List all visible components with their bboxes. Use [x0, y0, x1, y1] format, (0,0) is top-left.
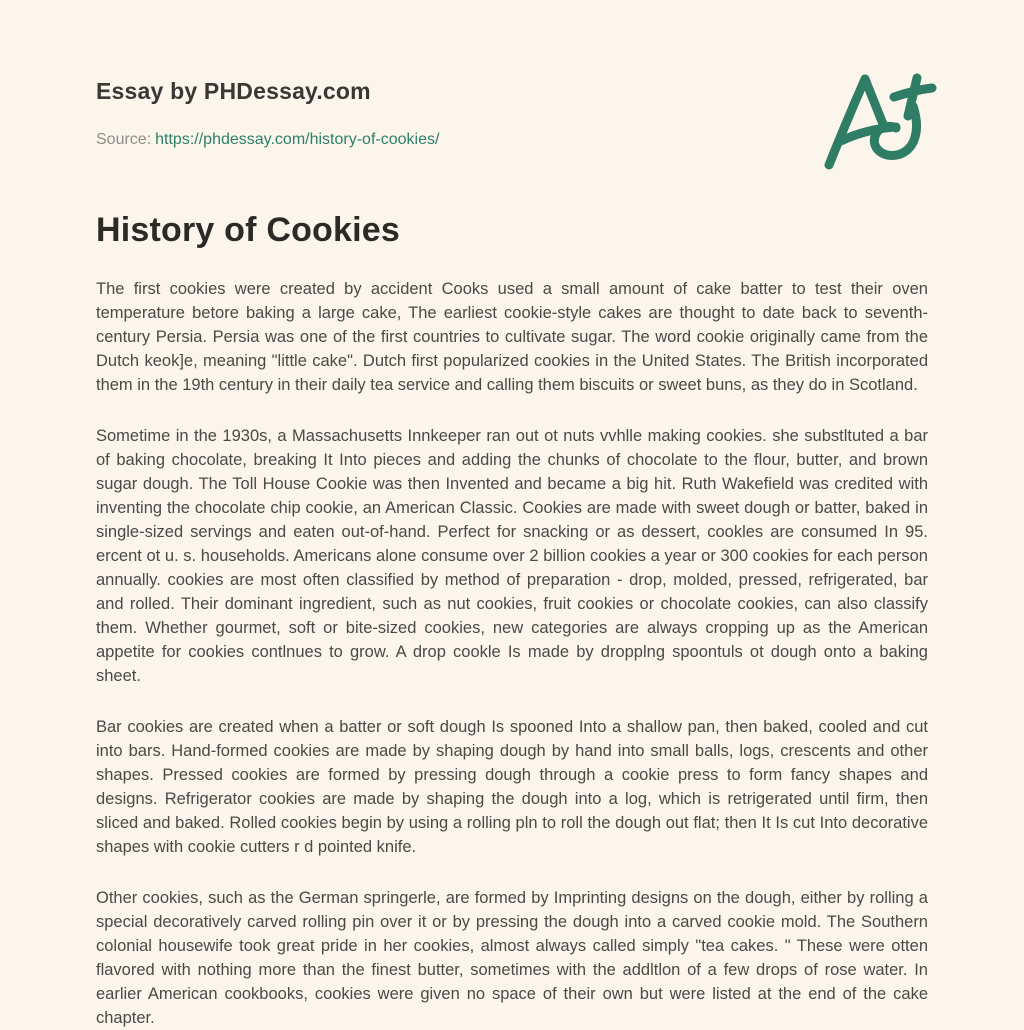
- essay-paragraph-1: The first cookies were created by accident Cooks used a small amount of cake batter to test their oven temperature betore baking a large cake, The earliest cookie-style cakes are thought to date back to seventh-century Persia. Persia was one of the first countries to cultivate sugar. The word cookie originally came from the Dutch keok]e, meaning "little cake". Dutch first popularized cookies in the United States. The British incorporated them in the 19th century in their daily tea service and calling them biscuits or sweet buns, as they do in Scotland.: [96, 280, 928, 394]
- brand-heading: Essay by PHDessay.com: [96, 78, 371, 104]
- page-title: History of Cookies: [96, 211, 400, 249]
- essay-paragraph-3: Bar cookies are created when a batter or soft dough Is spooned Into a shallow pan, then baked, cooled and cut into bars. Hand-formed cookies are made by shaping dough by hand into small balls, logs, crescents and other shapes. Pressed cookies are formed by pressing dough through a cookie press to form fancy shapes and designs. Refrigerator cookies are made by shaping the dough into a log, which is retrigerated until firm, then sliced and baked. Rolled cookies begin by using a rolling pln to roll the dough out flat; then It Is cut Into decorative shapes with cookie cutters r d pointed knife.: [96, 718, 928, 856]
- essay-paragraph-4: Other cookies, such as the German springerle, are formed by Imprinting designs on the dough, either by rolling a special decoratively carved rolling pin over it or by pressing the dough into a carved cookie mold. The Southern colonial housewife took great pride in her cookies, almost always called simply "tea cakes. " These were otten flavored with nothing more than the finest butter, sometimes with the addltlon of a few drops of rose water. In earlier American cookbooks, cookies were given no space of their own but were listed at the end of the cake chapter.: [96, 889, 928, 1027]
- essay-paragraph-2: Sometime in the 1930s, a Massachusetts Innkeeper ran out ot nuts vvhlle making cookies. she substltuted a bar of baking chocolate, breaking It Into pieces and adding the chunks of chocolate to the flour, butter, and brown sugar dough. The Toll House Cookie was then Invented and became a big hit. Ruth Wakefield was credited with inventing the chocolate chip cookie, an American Classic. Cookies are made with sweet dough or batter, baked in single-sized servings and eaten out-of-hand. Perfect for snacking or as dessert, cookles are consumed In 95. ercent ot u. s. households. Americans alone consume over 2 billion cookies a year or 300 cookies for each person annually. cookies are most often classified by method of preparation - drop, molded, pressed, refrigerated, bar and rolled. Their dominant ingredient, such as nut cookies, fruit cookies or chocolate cookies, can also classify them. Whether gourmet, soft or bite-sized cookies, new categories are always cropping up as the American appetite for cookies contlnues to grow. A drop cookle Is made by dropplng spoontuls ot dough onto a baking sheet.: [96, 427, 928, 685]
- source-url-link[interactable]: https://phdessay.com/history-of-cookies/: [155, 131, 440, 148]
- a-plus-logo-icon: [820, 66, 940, 172]
- source-row: [96, 131, 928, 149]
- source-label: Source:: [96, 131, 152, 148]
